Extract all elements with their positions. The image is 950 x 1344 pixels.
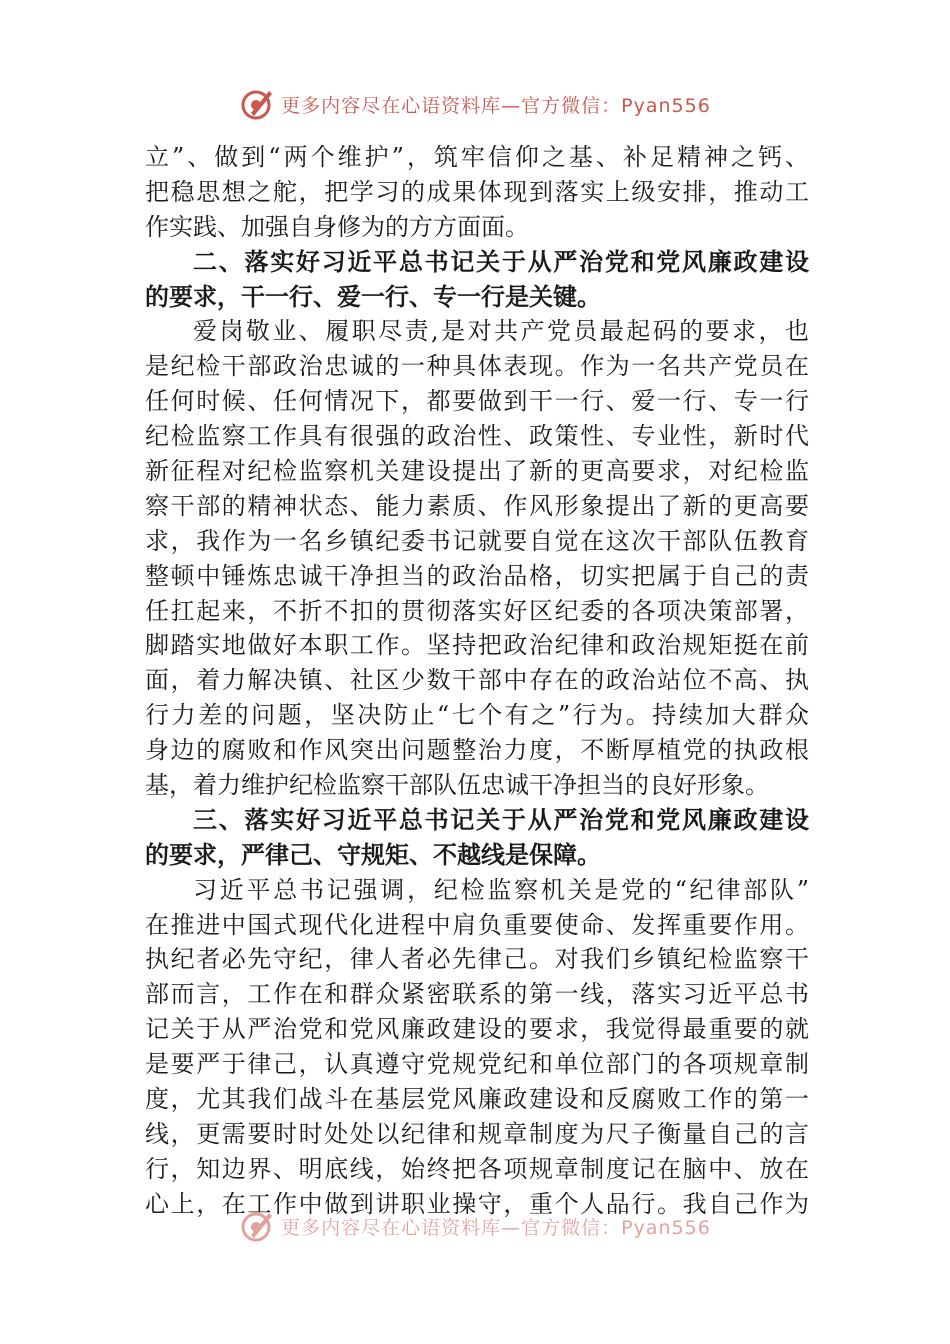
text-line: 新征程对纪检监察机关建设提出了新的更高要求，对纪检监 <box>145 457 809 486</box>
header-watermark <box>0 84 950 124</box>
footer-watermark <box>0 1206 950 1246</box>
text-line: 爱岗敬业、履职尽责,是对共产党员最起码的要求，也 <box>193 317 809 346</box>
section-heading-three-cont: 的要求，严律己、守规矩、不越线是保障。 <box>145 840 601 869</box>
text-line: 是要严于律己，认真遵守党规党纪和单位部门的各项规章制 <box>145 1050 809 1079</box>
text-line: 作实践、加强自身修为的方方面面。 <box>145 212 529 241</box>
text-line: 行，知边界、明底线，始终把各项规章制度记在脑中、放在 <box>145 1154 809 1183</box>
section-heading-three: 三、落实好习近平总书记关于从严治党和党风廉政建设 <box>193 805 809 834</box>
text-line: 部而言，工作在和群众紧密联系的第一线，落实习近平总书 <box>145 980 809 1009</box>
pen-logo-icon <box>239 86 275 122</box>
text-line: 记关于从严治党和党风廉政建设的要求，我觉得最重要的就 <box>145 1015 809 1044</box>
text-line: 求，我作为一名乡镇纪委书记就要自觉在这次干部队伍教育 <box>145 526 809 555</box>
text-line: 基，着力维护纪检监察干部队伍忠诚干净担当的良好形象。 <box>145 771 769 800</box>
text-line: 任何时候、任何情况下，都要做到干一行、爱一行、专一行 <box>145 387 809 416</box>
text-line: 面，着力解决镇、社区少数干部中存在的政治站位不高、执 <box>145 666 809 695</box>
text-line: 察干部的精神状态、能力素质、作风形象提出了新的更高要 <box>145 491 809 520</box>
text-line: 习近平总书记强调，纪检监察机关是党的“纪律部队” <box>193 875 809 904</box>
text-line: 身边的腐败和作风突出问题整治力度，不断厚植党的执政根 <box>145 736 809 765</box>
text-line: 执纪者必先守纪，律人者必先律己。对我们乡镇纪检监察干 <box>145 945 809 974</box>
text-line: 在推进中国式现代化进程中肩负重要使命、发挥重要作用。 <box>145 910 809 939</box>
section-heading-two: 二、落实好习近平总书记关于从严治党和党风廉政建设 <box>193 247 809 276</box>
section-heading-two-cont: 的要求，干一行、爱一行、专一行是关键。 <box>145 282 601 311</box>
text-line: 心上，在工作中做到讲职业操守，重个人品行。我自己作为 <box>145 1189 809 1218</box>
document-body <box>145 140 809 1222</box>
watermark-text: 更多内容尽在心语资料库—官方微信：Pyan556 <box>281 1216 711 1239</box>
text-line: 行力差的问题，坚决防止“七个有之”行为。持续加大群众 <box>145 701 809 730</box>
text-line: 度，尤其我们战斗在基层党风廉政建设和反腐败工作的第一 <box>145 1085 809 1114</box>
pen-logo-icon <box>239 1208 275 1244</box>
watermark-text: 更多内容尽在心语资料库—官方微信：Pyan556 <box>281 94 711 117</box>
text-line: 任扛起来，不折不扣的贯彻落实好区纪委的各项决策部署， <box>145 596 809 625</box>
text-line: 脚踏实地做好本职工作。坚持把政治纪律和政治规矩挺在前 <box>145 631 809 660</box>
text-line: 把稳思想之舵，把学习的成果体现到落实上级安排，推动工 <box>145 177 809 206</box>
text-line: 立”、做到“两个维护”，筑牢信仰之基、补足精神之钙、 <box>145 143 809 171</box>
text-line: 线，更需要时时处处以纪律和规章制度为尺子衡量自己的言 <box>145 1119 809 1148</box>
text-line: 整顿中锤炼忠诚干净担当的政治品格，切实把属于自己的责 <box>145 561 809 590</box>
text-line: 是纪检干部政治忠诚的一种具体表现。作为一名共产党员在 <box>145 352 809 381</box>
text-line: 纪检监察工作具有很强的政治性、政策性、专业性，新时代 <box>145 422 809 451</box>
